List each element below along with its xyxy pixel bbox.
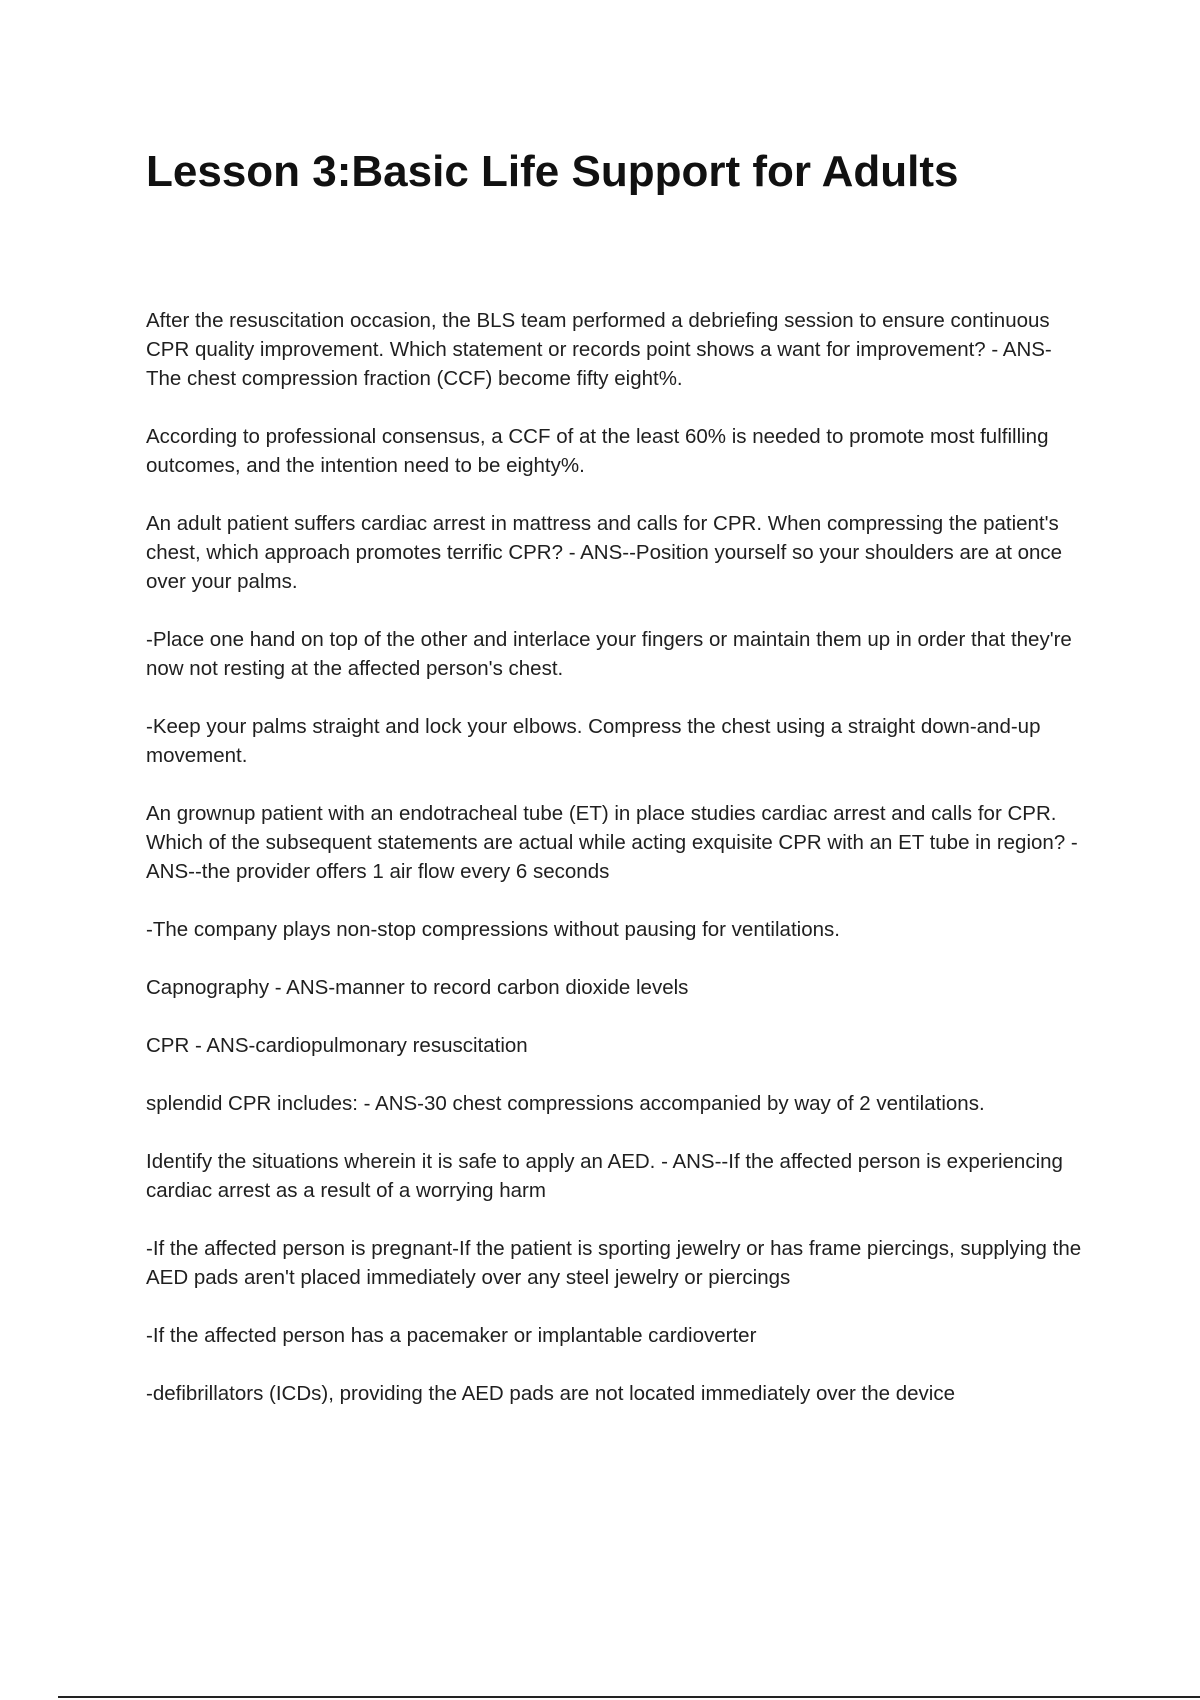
paragraph: -If the affected person is pregnant-If the patient is sporting jewelry or has frame piercings, supplying the AED pads aren't placed immediately over any steel jewelry or piercings: [146, 1237, 1082, 1289]
page-bottom-divider: [58, 1696, 1200, 1698]
paragraph: -Place one hand on top of the other and interlace your fingers or maintain them up in order that they're now not resting at the affected person's chest.: [146, 628, 1072, 680]
paragraph: Capnography - ANS-manner to record carbon dioxide levels: [146, 976, 689, 999]
paragraph: splendid CPR includes: - ANS-30 chest compressions accompanied by way of 2 ventilations.: [146, 1092, 985, 1115]
paragraph: -The company plays non-stop compressions without pausing for ventilations.: [146, 918, 840, 941]
document-body: [146, 306, 1086, 1437]
paragraph: -defibrillators (ICDs), providing the AED pads are not located immediately over the device: [146, 1382, 955, 1405]
paragraph: After the resuscitation occasion, the BLS team performed a debriefing session to ensure continuous CPR quality improvement. Which statement or records point shows a want for improvement? - ANS-The chest compression fraction (CCF) become fifty eight%.: [146, 309, 1052, 390]
page-title: Lesson 3:Basic Life Support for Adults: [146, 147, 959, 196]
paragraph: According to professional consensus, a CCF of at the least 60% is needed to promote most fulfilling outcomes, and the intention need to be eighty%.: [146, 425, 1049, 477]
paragraph: An grownup patient with an endotracheal tube (ET) in place studies cardiac arrest and calls for CPR. Which of the subsequent statements are actual while acting exquisite CPR with an ET tube in region? - ANS--the provider offers 1 air flow every 6 seconds: [146, 802, 1078, 883]
paragraph: Identify the situations wherein it is safe to apply an AED. - ANS--If the affected person is experiencing cardiac arrest as a result of a worrying harm: [146, 1150, 1063, 1202]
paragraph: CPR - ANS-cardiopulmonary resuscitation: [146, 1034, 528, 1057]
paragraph: An adult patient suffers cardiac arrest in mattress and calls for CPR. When compressing the patient's chest, which approach promotes terrific CPR? - ANS--Position yourself so your shoulders are at once over your palms.: [146, 512, 1063, 593]
paragraph: -Keep your palms straight and lock your elbows. Compress the chest using a straight down-and-up movement.: [146, 715, 1041, 767]
paragraph: -If the affected person has a pacemaker or implantable cardioverter: [146, 1324, 757, 1347]
